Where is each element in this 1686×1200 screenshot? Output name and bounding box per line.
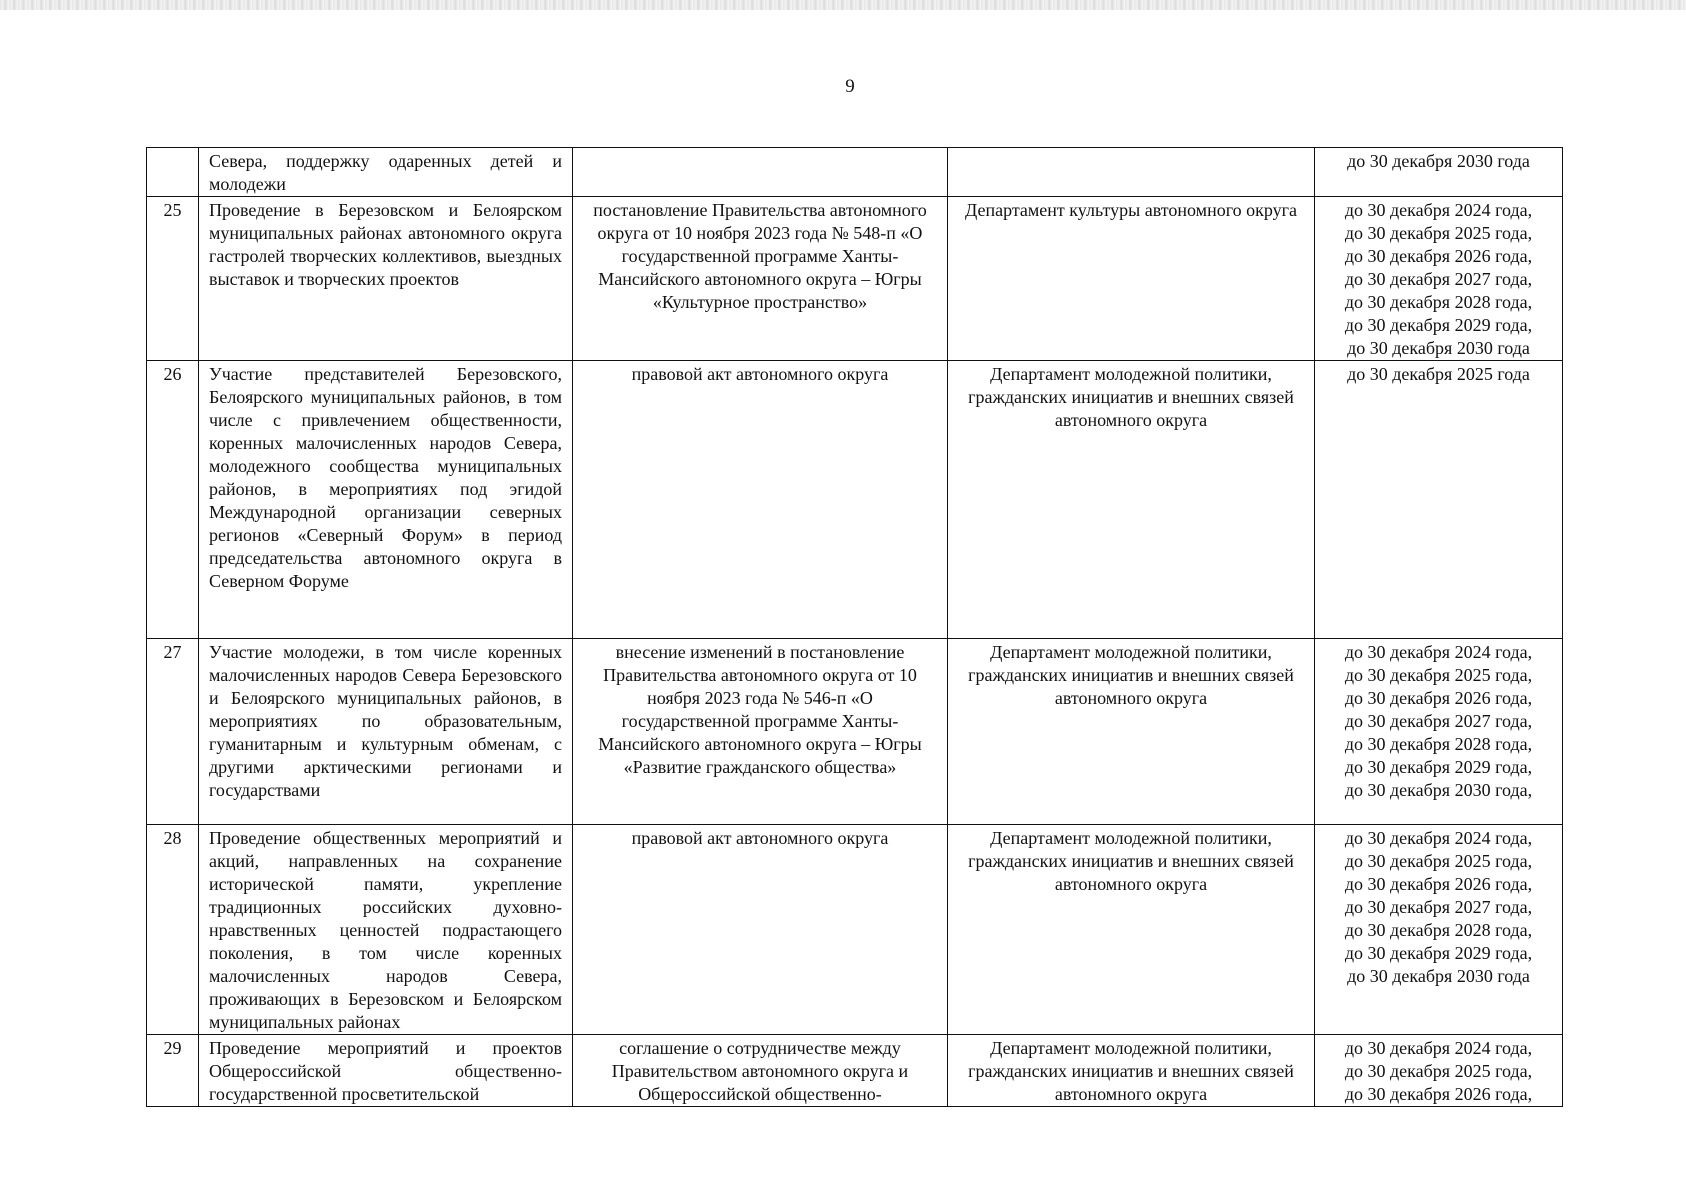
deadline-line: до 30 декабря 2024 года, <box>1344 1038 1533 1058</box>
table-row <box>147 1035 1563 1107</box>
activity-cell: Участие представителей Березовского, Белоярского муниципальных районов, в том числе с привлечением общественности, коренных малочисленных народов Севера, молодежного сообщества муниципальных районов, в мероприятиях под эгидой Международной организации северных регионов «Северный Форум» в период председательства автономного округа в Северном Форуме <box>199 361 573 639</box>
deadline-line: до 30 декабря 2026 года, <box>1344 1084 1533 1104</box>
deadline-line: до 30 декабря 2029 года, <box>1344 315 1533 335</box>
row-number-cell: 29 <box>147 1035 199 1107</box>
activity-cell: Проведение в Березовском и Белоярском муниципальных районах автономного округа гастролей творческих коллективов, выездных выставок и творческих проектов <box>199 197 573 361</box>
action-plan-table <box>146 147 1563 1107</box>
deadline-line: до 30 декабря 2028 года, <box>1344 734 1533 754</box>
deadline-line: до 30 декабря 2029 года, <box>1344 757 1533 777</box>
document-cell: постановление Правительства автономного округа от 10 ноября 2023 года № 548-п «О государственной программе Ханты-Мансийского автономного округа – Югры «Культурное пространство» <box>573 197 948 361</box>
responsible-cell: Департамент молодежной политики, гражданских инициатив и внешних связей автономного округа <box>948 639 1315 825</box>
table-row <box>147 361 1563 639</box>
deadline-cell <box>1315 148 1563 197</box>
deadline-line: до 30 декабря 2025 года, <box>1344 851 1533 871</box>
deadline-cell <box>1315 825 1563 1035</box>
row-number-cell: 25 <box>147 197 199 361</box>
table-row <box>147 197 1563 361</box>
responsible-cell: Департамент молодежной политики, гражданских инициатив и внешних связей автономного округа <box>948 825 1315 1035</box>
document-cell: правовой акт автономного округа <box>573 825 948 1035</box>
row-number-cell: 28 <box>147 825 199 1035</box>
deadline-line: до 30 декабря 2029 года, <box>1344 943 1533 963</box>
scan-edge-artifact <box>0 0 1686 10</box>
deadline-cell <box>1315 1035 1563 1107</box>
table-row <box>147 639 1563 825</box>
deadline-cell <box>1315 361 1563 639</box>
deadline-line: до 30 декабря 2025 года <box>1347 364 1530 384</box>
deadline-line: до 30 декабря 2030 года, <box>1344 780 1533 800</box>
deadline-line: до 30 декабря 2026 года, <box>1344 874 1533 894</box>
deadline-line: до 30 декабря 2030 года <box>1347 151 1530 171</box>
deadline-line: до 30 декабря 2030 года <box>1347 966 1530 986</box>
deadline-line: до 30 декабря 2024 года, <box>1344 828 1533 848</box>
deadline-line: до 30 декабря 2025 года, <box>1344 1061 1533 1081</box>
row-number-cell: 26 <box>147 361 199 639</box>
deadline-line: до 30 декабря 2030 года <box>1347 338 1530 358</box>
activity-cell: Участие молодежи, в том числе коренных малочисленных народов Севера Березовского и Белоярского муниципальных районов, в мероприятиях по образовательным, гуманитарным и культурным обменам, с другими арктическими регионами и государствами <box>199 639 573 825</box>
document-cell <box>573 148 948 197</box>
table-row <box>147 148 1563 197</box>
deadline-line: до 30 декабря 2025 года, <box>1344 665 1533 685</box>
deadline-line: до 30 декабря 2028 года, <box>1344 920 1533 940</box>
activity-cell: Проведение мероприятий и проектов Общероссийской общественно-государственной просветительской <box>199 1035 573 1107</box>
responsible-cell <box>948 148 1315 197</box>
responsible-cell: Департамент молодежной политики, гражданских инициатив и внешних связей автономного округа <box>948 361 1315 639</box>
row-number-cell <box>147 148 199 197</box>
document-cell: внесение изменений в постановление Правительства автономного округа от 10 ноября 2023 года № 546-п «О государственной программе Ханты-Мансийского автономного округа – Югры «Развитие гражданского общества» <box>573 639 948 825</box>
deadline-line: до 30 декабря 2024 года, <box>1344 200 1533 220</box>
activity-cell: Севера, поддержку одаренных детей и молодежи <box>199 148 573 197</box>
deadline-line: до 30 декабря 2027 года, <box>1344 269 1533 289</box>
document-cell: правовой акт автономного округа <box>573 361 948 639</box>
deadline-line: до 30 декабря 2025 года, <box>1344 223 1533 243</box>
table-row <box>147 825 1563 1035</box>
deadline-line: до 30 декабря 2026 года, <box>1344 688 1533 708</box>
responsible-cell: Департамент молодежной политики, гражданских инициатив и внешних связей автономного округа <box>948 1035 1315 1107</box>
document-cell: соглашение о сотрудничестве между Правительством автономного округа и Общероссийской общественно- <box>573 1035 948 1107</box>
deadline-line: до 30 декабря 2024 года, <box>1344 642 1533 662</box>
page-number: 9 <box>845 76 855 97</box>
deadline-line: до 30 декабря 2028 года, <box>1344 292 1533 312</box>
responsible-cell: Департамент культуры автономного округа <box>948 197 1315 361</box>
deadline-line: до 30 декабря 2027 года, <box>1344 711 1533 731</box>
deadline-line: до 30 декабря 2026 года, <box>1344 246 1533 266</box>
row-number-cell: 27 <box>147 639 199 825</box>
activity-cell: Проведение общественных мероприятий и акций, направленных на сохранение исторической памяти, укрепление традиционных российских духовно-нравственных ценностей подрастающего поколения, в том числе коренных малочисленных народов Севера, проживающих в Березовском и Белоярском муниципальных районах <box>199 825 573 1035</box>
deadline-line: до 30 декабря 2027 года, <box>1344 897 1533 917</box>
deadline-cell <box>1315 197 1563 361</box>
deadline-cell <box>1315 639 1563 825</box>
